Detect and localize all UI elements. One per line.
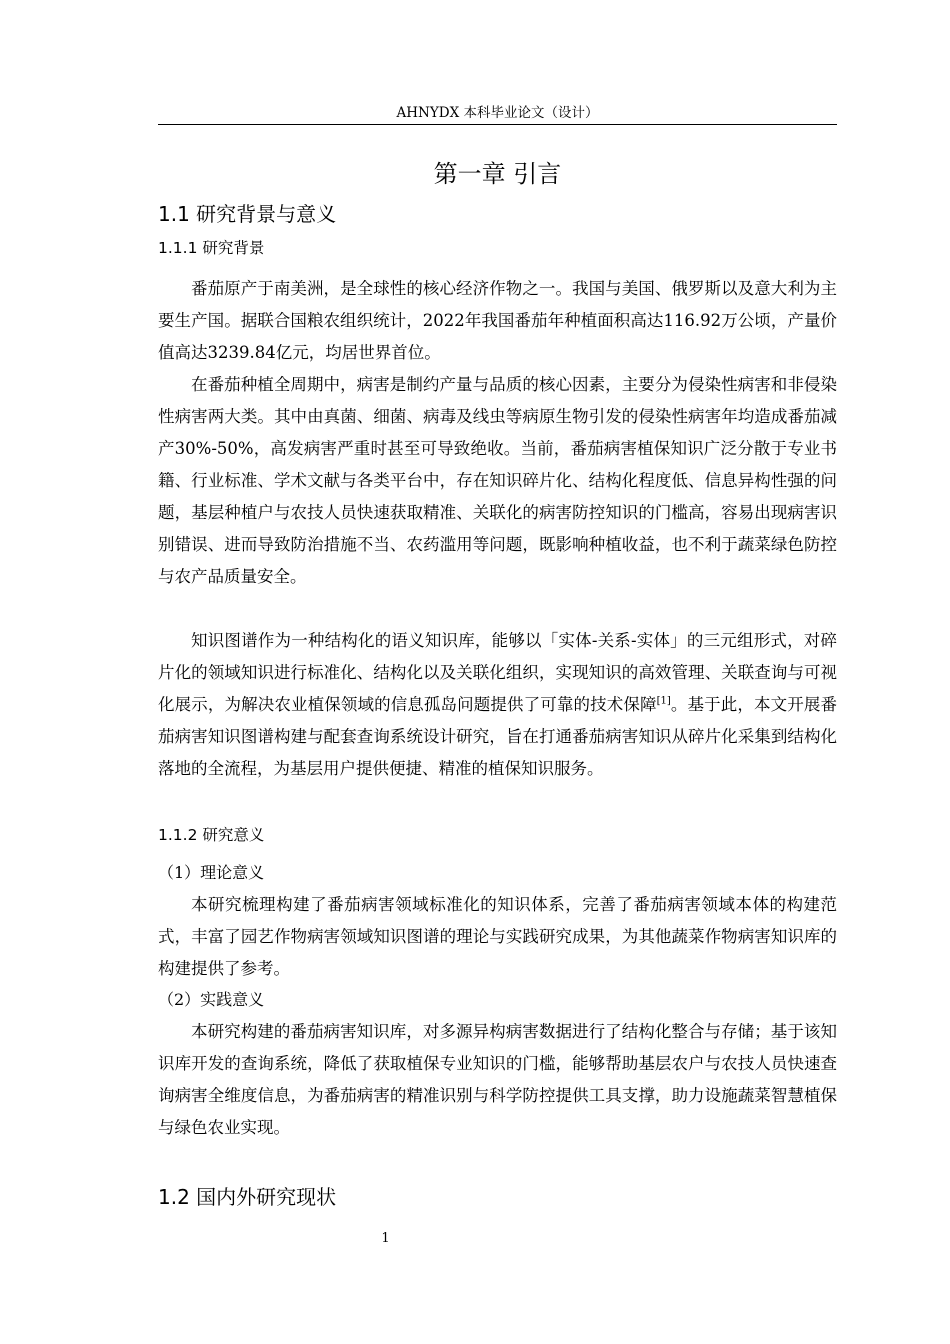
section-1-1-2-heading: 1.1.2 研究意义 (158, 826, 265, 844)
chapter-title: 第一章 引言 (433, 160, 562, 188)
section-1-2-heading: 1.2 国内外研究现状 (158, 1185, 337, 1209)
page-number: 1 (381, 1231, 390, 1246)
paragraph-background-1: 番茄原产于南美洲，是全球性的核心经济作物之一。我国与美国、俄罗斯以及意大利为主要生产国。据联合国粮农组织统计，2022年我国番茄年种植面积高达116.92万公顷，产量价值高达3239.84亿元，均居世界首位。 (158, 279, 837, 362)
paragraph-practice: 本研究构建的番茄病害知识库，对多源异构病害数据进行了结构化整合与存储；基于该知识库开发的查询系统，降低了获取植保专业知识的门槛，能够帮助基层农户与农技人员快速查询病害全维度信息，为番茄病害的精准识别与科学防控提供工具支撑，助力设施蔬菜智慧植保与绿色农业实现。 (158, 1022, 837, 1137)
subheading-theory: （1）理论意义 (158, 863, 265, 882)
paragraph-text: 。基于此，本文开展番茄病害知识图谱构建与配套查询系统设计研究，旨在打通番茄病害知识从碎片化采集到结构化落地的全流程，为基层用户提供便捷、精准的植保知识服务。 (158, 695, 838, 778)
paragraph-background-3 (158, 625, 837, 785)
paragraph-theory: 本研究梳理构建了番茄病害领域标准化的知识体系，完善了番茄病害领域本体的构建范式，丰富了园艺作物病害领域知识图谱的理论与实践研究成果，为其他蔬菜作物病害知识库的构建提供了参考。 (158, 895, 837, 978)
section-1-1-heading: 1.1 研究背景与意义 (158, 202, 337, 226)
subheading-practice: （2）实践意义 (158, 990, 265, 1009)
citation-reference: [1] (656, 695, 671, 707)
section-1-1-1-heading: 1.1.1 研究背景 (158, 239, 265, 257)
paragraph-background-2: 在番茄种植全周期中，病害是制约产量与品质的核心因素，主要分为侵染性病害和非侵染性病害两大类。其中由真菌、细菌、病毒及线虫等病原生物引发的侵染性病害年均造成番茄减产30%-50%，高发病害严重时甚至可导致绝收。当前，番茄病害植保知识广泛分散于专业书籍、行业标准、学术文献与各类平台中，存在知识碎片化、结构化程度低、信息异构性强的问题，基层种植户与农技人员快速获取精准、关联化的病害防控知识的门槛高，容易出现病害识别错误、进而导致防治措施不当、农药滥用等问题，既影响种植收益，也不利于蔬菜绿色防控与农产品质量安全。 (158, 375, 837, 586)
page-header: AHNYDX 本科毕业论文（设计） (158, 104, 837, 125)
paragraph-text: 知识图谱作为一种结构化的语义知识库，能够以「实体-关系-实体」的三元组形式，对碎片化的领域知识进行标准化、结构化以及关联化组织，实现知识的高效管理、关联查询与可视化展示，为解决农业植保领域的信息孤岛问题提供了可靠的技术保障 (158, 631, 837, 714)
